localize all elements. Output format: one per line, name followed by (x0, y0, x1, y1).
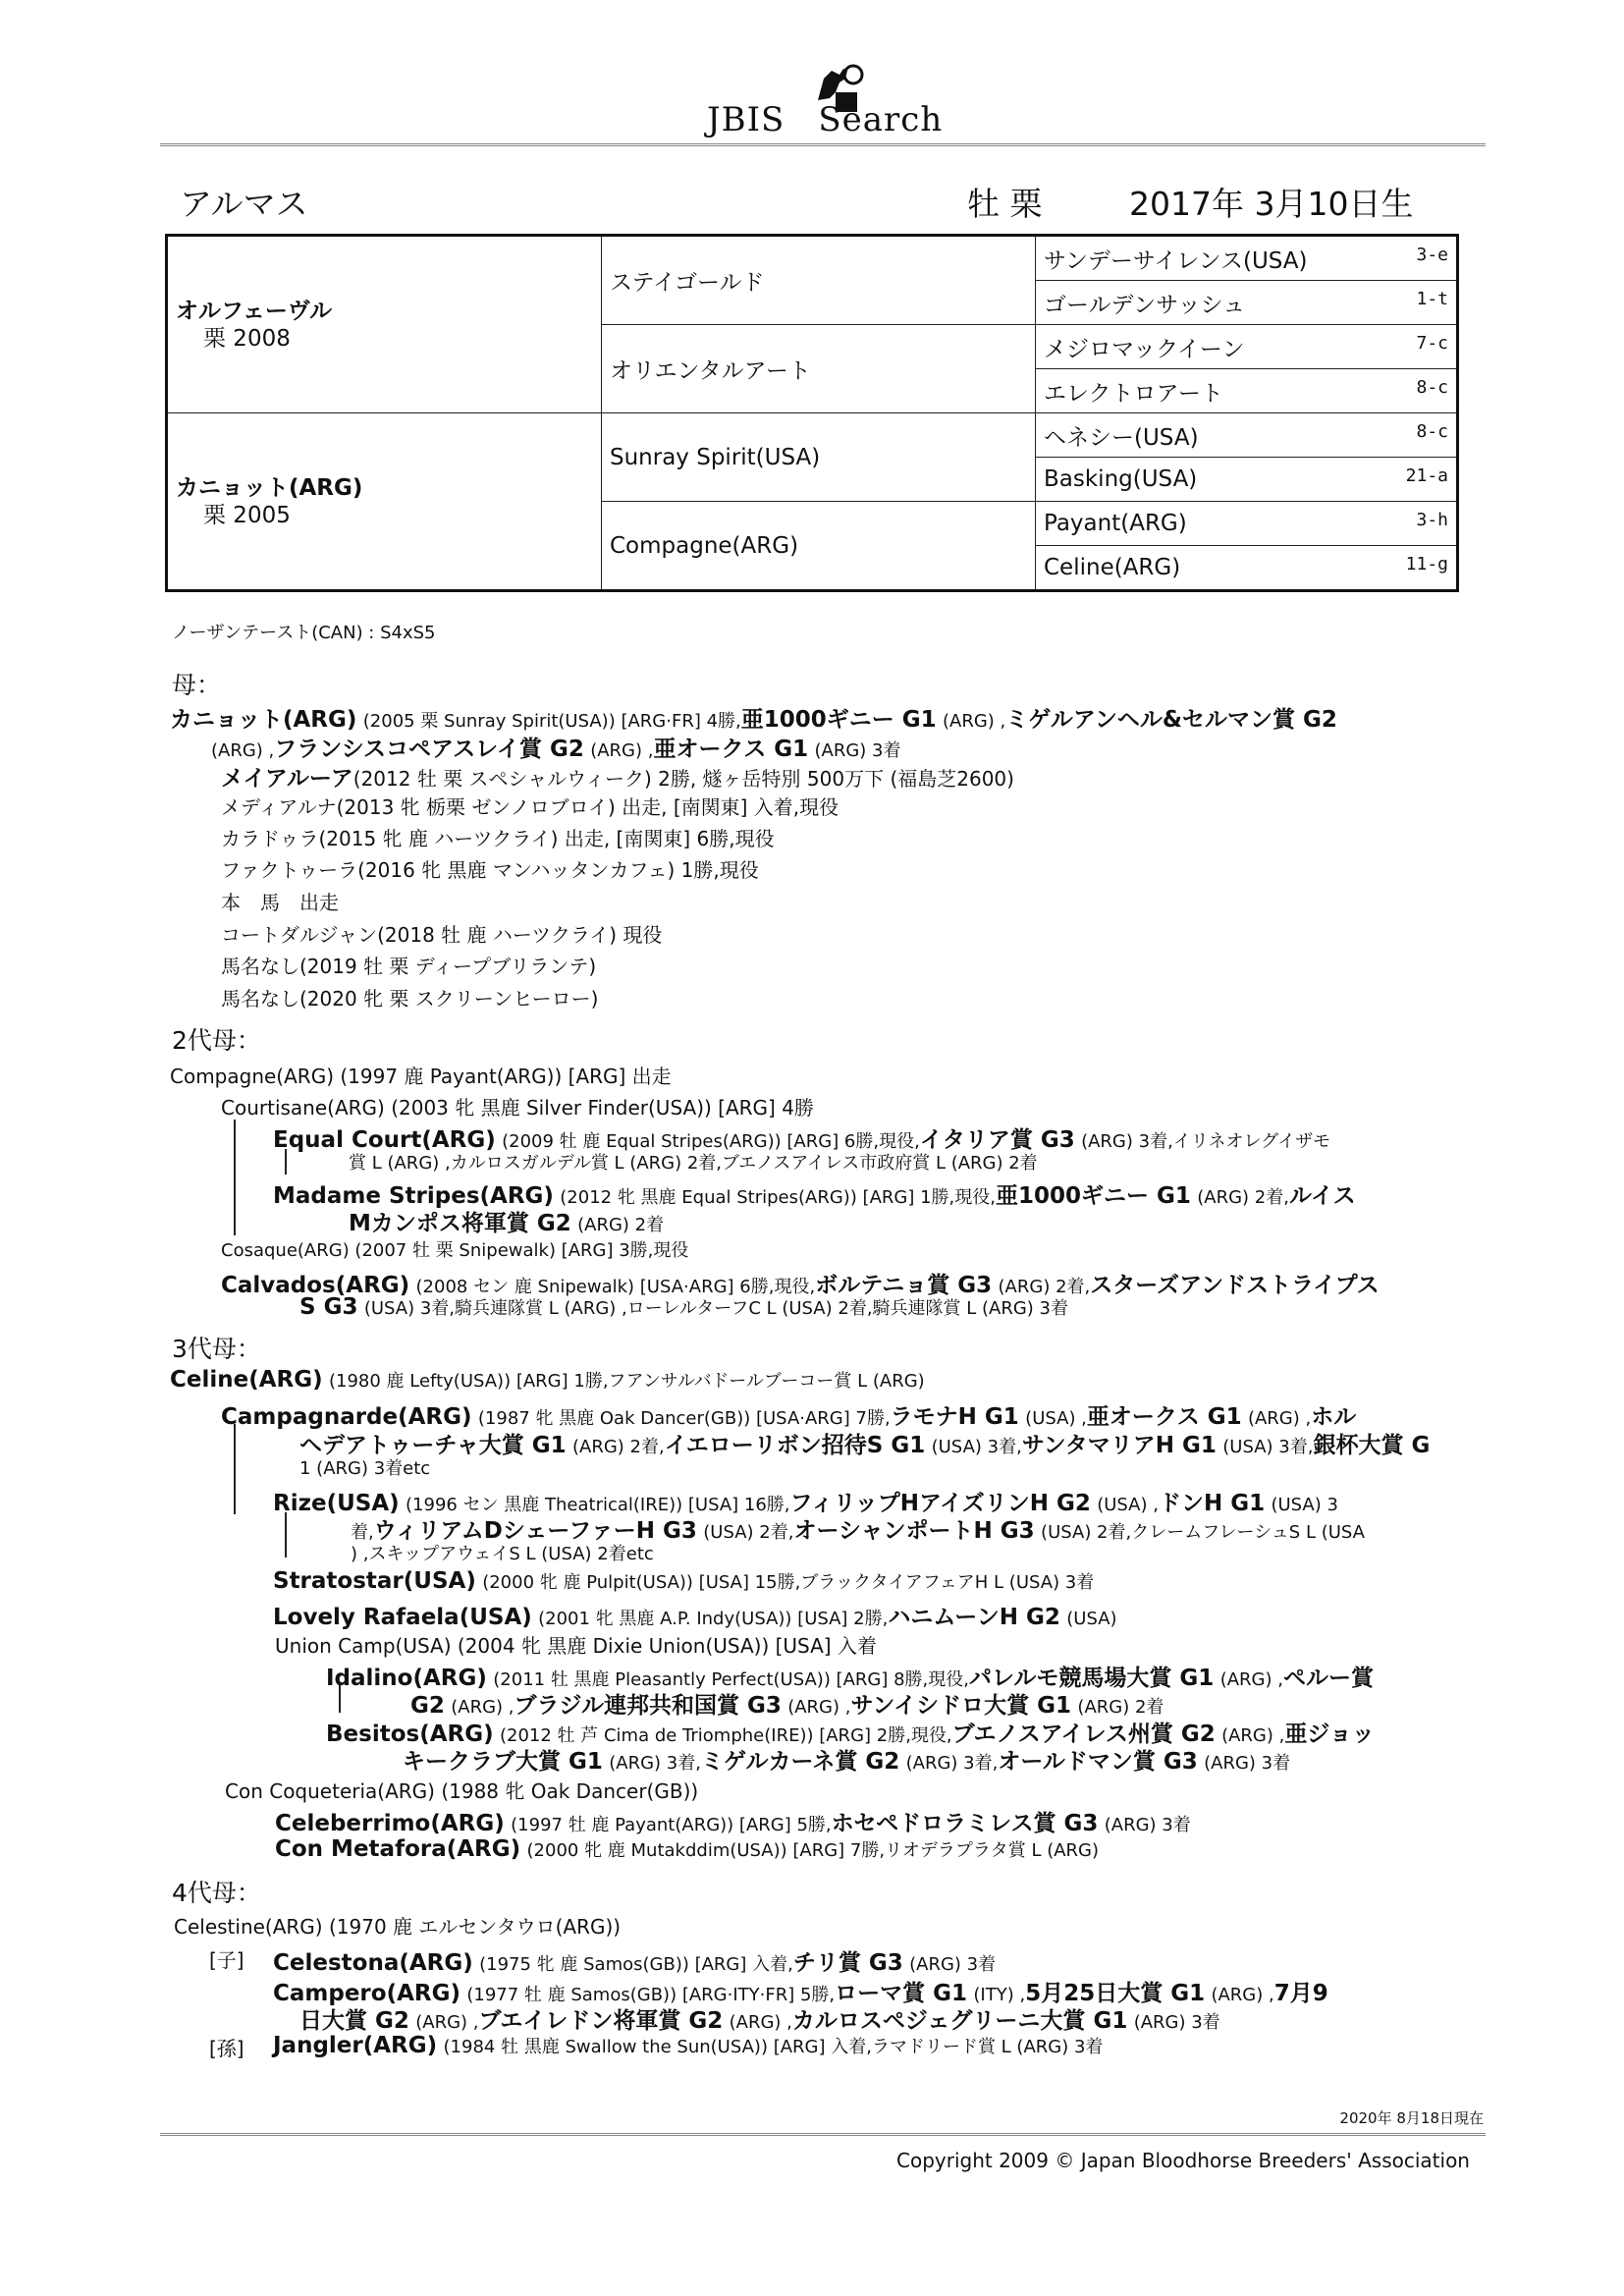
g2-line-4: 賞 L (ARG) ,カルロスガルデル賞 L (ARG) 2着,ブエノスアイレス市政府賞 L (ARG) 2着 (349, 1153, 1038, 1174)
ancestor-cell: メジロマックイーン 7-c (1036, 325, 1458, 369)
g3-line-14: キークラブ大賞 G1 (ARG) 3着,ミゲルカーネ賞 G2 (ARG) 3着,オールドマン賞 G3 (ARG) 3着 (403, 1749, 1291, 1775)
g3-line-12: G2 (ARG) ,ブラジル連邦共和国賞 G3 (ARG) ,サンイシドロ大賞 G1 (ARG) 2着 (410, 1693, 1164, 1719)
section-g2: 2代母： (172, 1026, 261, 1055)
ancestor-cell: Celine(ARG) 11-g (1036, 546, 1458, 591)
header-rule (160, 143, 1486, 146)
section-g3: 3代母： (172, 1335, 261, 1363)
g3-line-11: Idalino(ARG) (2011 牡 黒鹿 Pleasantly Perfect(USA)) [ARG] 8勝,現役,パレルモ競馬場大賞 G1 (ARG) ,ペルー賞 (326, 1666, 1374, 1691)
sire-dam: オリエンタルアート (602, 325, 1036, 413)
sire-name: オルフェーヴル (176, 298, 333, 324)
g3-line-2: Campagnarde(ARG) (1987 牝 黒鹿 Oak Dancer(GB)) [USA·ARG] 7勝,ラモナH G1 (USA) ,亜オークス G1 (ARG) ,ホル (221, 1404, 1357, 1430)
dam-dam: Compagne(ARG) (602, 502, 1036, 591)
section-g4: 4代母： (172, 1879, 261, 1907)
section-dam: 母： (172, 671, 222, 699)
dam-child-5: 本 馬 出走 (221, 891, 339, 914)
ancestor-cell: サンデーサイレンス(USA) 3-e (1036, 236, 1458, 281)
dam-child-6: コートダルジャン(2018 牡 鹿 ハーツクライ) 現役 (221, 923, 663, 947)
g4-line-2: Celestona(ARG) (1975 牝 鹿 Samos(GB)) [ARG] 入着,チリ賞 G3 (ARG) 3着 (273, 1950, 997, 1976)
inbreeding: ノーザンテースト(CAN) : S4xS5 (172, 623, 436, 643)
g4-tag-child: [子] (209, 1948, 244, 1972)
g3-line-6: 着,ウィリアムDシェーファーH G3 (USA) 2着,オーシャンポートH G3 (USA) 2着,クレームフレーシュS L (USA (351, 1518, 1365, 1544)
as-of-date: 2020年 8月18日現在 (1339, 2109, 1484, 2127)
dam-line-1: カニョット(ARG) (2005 栗 Sunray Spirit(USA)) [ARG·FR] 4勝,亜1000ギニー G1 (ARG) ,ミゲルアンヘル&セルマン賞 G2 (170, 707, 1337, 733)
sire-info: 栗 2008 (203, 325, 291, 352)
g3-line-4: 1 (ARG) 3着etc (299, 1458, 431, 1479)
dam-child-8: 馬名なし(2020 牝 栗 スクリーンヒーロー) (221, 987, 599, 1011)
ancestor-cell: Basking(USA) 21-a (1036, 458, 1458, 502)
ancestor-cell: ゴールデンサッシュ 1-t (1036, 281, 1458, 325)
pedigree-table (165, 234, 1459, 592)
g3-line-13: Besitos(ARG) (2012 牡 芦 Cima de Triomphe(IRE)) [ARG] 2勝,現役,ブエノスアイレス州賞 G2 (ARG) ,亜ジョッ (326, 1722, 1375, 1747)
dam-child-1: メイアルーア(2012 牡 栗 スペシャルウィーク) 2勝, 燧ヶ岳特別 500万下 (福島芝2600) (221, 766, 1014, 792)
sire-sire: ステイゴールド (602, 236, 1036, 325)
g2-line-7: Cosaque(ARG) (2007 牡 栗 Snipewalk) [ARG] 3勝,現役 (221, 1240, 689, 1261)
g3-line-1: Celine(ARG) (1980 鹿 Lefty(USA)) [ARG] 1勝,フアンサルバドールブーコー賞 L (ARG) (170, 1367, 925, 1393)
g2-line-2: Courtisane(ARG) (2003 牝 黒鹿 Silver Finder(USA)) [ARG] 4勝 (221, 1096, 814, 1120)
g3-line-16: Celeberrimo(ARG) (1997 牡 鹿 Payant(ARG)) [ARG] 5勝,ホセペドロラミレス賞 G3 (ARG) 3着 (275, 1811, 1191, 1836)
dam-line-2: (ARG) ,フランシスコペアスレイ賞 G2 (ARG) ,亜オークス G1 (ARG) 3着 (211, 737, 901, 762)
ancestor-cell: Payant(ARG) 3-h (1036, 502, 1458, 546)
g2-line-9: S G3 (USA) 3着,騎兵連隊賞 L (ARG) ,ローレルターフC L (USA) 2着,騎兵連隊賞 L (ARG) 3着 (299, 1294, 1069, 1320)
dam-cell (167, 413, 602, 591)
g2-line-1: Compagne(ARG) (1997 鹿 Payant(ARG)) [ARG] 出走 (170, 1065, 672, 1088)
g4-line-3: Campero(ARG) (1977 牡 鹿 Samos(GB)) [ARG·ITY·FR] 5勝,ローマ賞 G1 (ITY) ,5月25日大賞 G1 (ARG) ,7月9 (273, 1981, 1328, 2006)
g3-line-5: Rize(USA) (1996 セン 黒鹿 Theatrical(IRE)) [USA] 16勝,フィリップHアイズリンH G2 (USA) ,ドンH G1 (USA) 3 (273, 1491, 1338, 1516)
dam-child-2: メディアルナ(2013 牝 栃栗 ゼンノロブロイ) 出走, [南関東] 入着,現役 (221, 795, 839, 819)
horse-name: アルマス (180, 185, 308, 223)
jbis-search-logo (687, 59, 943, 147)
g4-line-1: Celestine(ARG) (1970 鹿 エルセンタウロ(ARG)) (174, 1915, 622, 1939)
footer-rule (160, 2133, 1486, 2136)
tree-bar (234, 1424, 236, 1514)
copyright: Copyright 2009 © Japan Bloodhorse Breeders' Association (896, 2149, 1470, 2172)
ancestor-cell: エレクトロアート 8-c (1036, 369, 1458, 413)
g2-line-8: Calvados(ARG) (2008 セン 鹿 Snipewalk) [USA·ARG] 6勝,現役,ボルテニョ賞 G3 (ARG) 2着,スターズアンドストライプス (221, 1273, 1380, 1298)
dam-child-3: カラドゥラ(2015 牝 鹿 ハーツクライ) 出走, [南関東] 6勝,現役 (221, 827, 775, 850)
dam-child-7: 馬名なし(2019 牡 栗 ディープブリランテ) (221, 955, 597, 978)
g3-line-9: Lovely Rafaela(USA) (2001 牝 黒鹿 A.P. Indy(USA)) [USA] 2勝,ハニムーンH G2 (USA) (273, 1605, 1117, 1630)
g2-line-3: Equal Court(ARG) (2009 牡 鹿 Equal Stripes(ARG)) [ARG] 6勝,現役,イタリア賞 G3 (ARG) 3着,イリネオレグイザモ (273, 1127, 1331, 1153)
g3-line-7: ) ,スキップアウェイS L (USA) 2着etc (351, 1544, 654, 1564)
g2-line-6: Mカンポス将軍賞 G2 (ARG) 2着 (349, 1211, 665, 1236)
sire-cell (167, 236, 602, 413)
dam-name: カニョット(ARG) (176, 474, 363, 501)
sex-color: 牡 栗 (967, 185, 1043, 223)
dam-child-4: ファクトゥーラ(2016 牝 黒鹿 マンハッタンカフェ) 1勝,現役 (221, 858, 759, 882)
g2-line-5: Madame Stripes(ARG) (2012 牝 黒鹿 Equal Stripes(ARG)) [ARG] 1勝,現役,亜1000ギニー G1 (ARG) 2着,ルイス (273, 1183, 1356, 1209)
g3-line-15: Con Coqueteria(ARG) (1988 牝 Oak Dancer(GB)) (225, 1779, 699, 1803)
g4-line-5: Jangler(ARG) (1984 牡 黒鹿 Swallow the Sun(USA)) [ARG] 入着,ラマドリード賞 L (ARG) 3着 (273, 2033, 1104, 2058)
tree-bar (285, 1512, 287, 1558)
g3-line-10: Union Camp(USA) (2004 牝 黒鹿 Dixie Union(USA)) [USA] 入着 (275, 1634, 877, 1658)
g3-line-17: Con Metafora(ARG) (2000 牝 鹿 Mutakddim(USA)) [ARG] 7勝,リオデラプラタ賞 L (ARG) (275, 1836, 1100, 1862)
g3-line-8: Stratostar(USA) (2000 牝 鹿 Pulpit(USA)) [USA] 15勝,ブラックタイアフェアH L (USA) 3着 (273, 1568, 1095, 1594)
g4-line-4: 日大賞 G2 (ARG) ,ブエイレドン将軍賞 G2 (ARG) ,カルロスペジェグリーニ大賞 G1 (ARG) 3着 (299, 2008, 1220, 2034)
g4-tag-grandchild: [孫] (209, 2037, 244, 2060)
logo-text: JBIS Search (707, 100, 944, 139)
dam-info: 栗 2005 (203, 502, 291, 528)
g3-line-3: ヘデアトゥーチャ大賞 G1 (ARG) 2着,イエローリボン招待S G1 (USA) 3着,サンタマリアH G1 (USA) 3着,銀杯大賞 G (299, 1433, 1431, 1458)
ancestor-cell: ヘネシー(USA) 8-c (1036, 413, 1458, 458)
dam-sire: Sunray Spirit(USA) (602, 413, 1036, 502)
tree-bar (234, 1120, 236, 1235)
birth-date: 2017年 3月10日生 (1129, 185, 1414, 223)
